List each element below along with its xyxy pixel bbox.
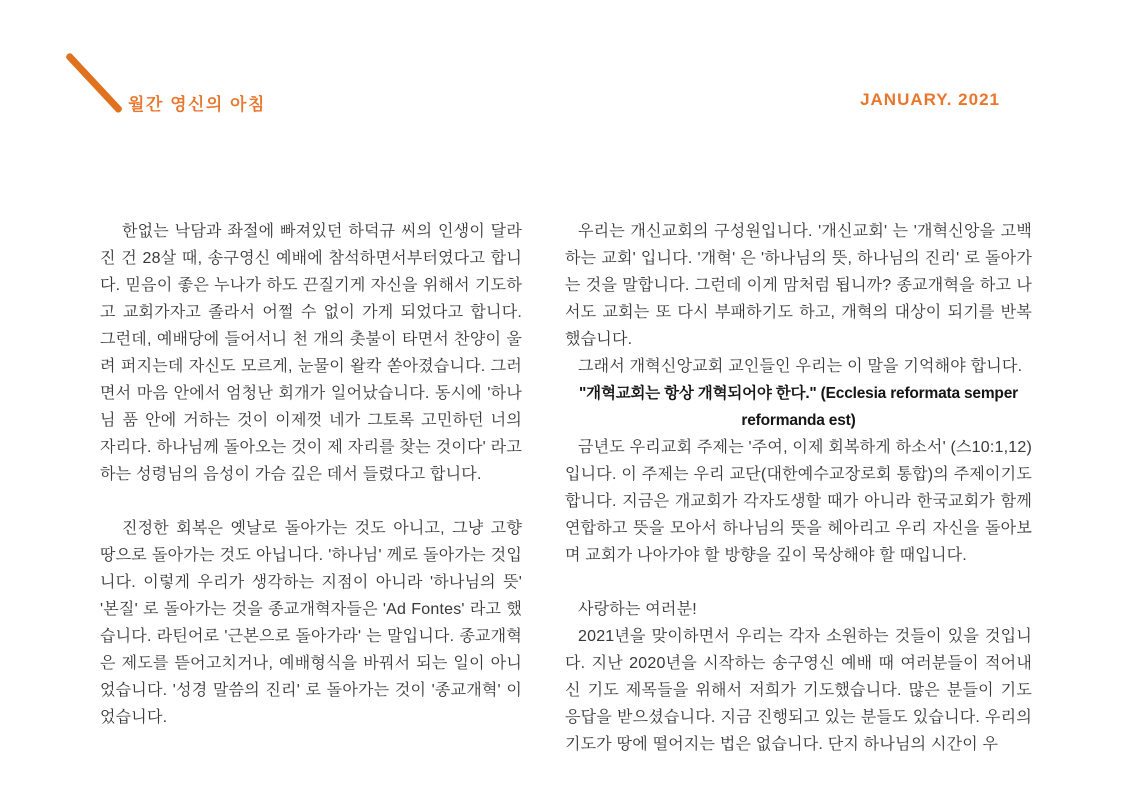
left-paragraph-1: 한없는 낙담과 좌절에 빠져있던 하덕규 씨의 인생이 달라진 건 28살 때, 송구영신 예배에 참석하면서부터였다고 합니다. 믿음이 좋은 누나가 하도 끈질기게 자신을 위해서 기도하고 교회가자고 졸라서 어쩔 수 없이 가게 되었다고 합니다. 그런데, 예배당에 들어서니 천 개의 촛불이 타면서 찬양이 울려 퍼지는데 자신도 모르게, 눈물이 왈칵 쏟아졌습니다. 그러면서 마음 안에서 엄청난 회개가 일어났습니다. 동시에 '하나님 품 안에 거하는 것이 이제껏 네가 그토록 고민하던 너의 자리다. 하나님께 돌아오는 것이 제 자리를 찾는 것이다' 라고 하는 성령님의 음성이 가슴 깊은 데서 들렸다고 합니다.	[100, 223, 522, 483]
brand-slash-icon	[65, 52, 123, 114]
right-paragraph-5: 2021년을 맞이하면서 우리는 각자 소원하는 것들이 있을 것입니다. 지난 2020년을 시작하는 송구영신 예배 때 여러분들이 적어내신 기도 제목들을 위해서 저희가 기도했습니다. 많은 분들이 기도 응답을 받으셨습니다. 지금 진행되고 있는 분들도 있습니다. 우리의 기도가 땅에 떨어지는 법은 없습니다. 단지 하나님의 시간이 우	[565, 628, 1032, 753]
right-text-column	[565, 218, 1032, 758]
left-paragraph-2: 진정한 회복은 옛날로 돌아가는 것도 아니고, 그냥 고향 땅으로 돌아가는 것도 아닙니다. '하나님' 께로 돌아가는 것입니다. 이렇게 우리가 생각하는 지점이 아니라 '하나님의 뜻' '본질' 로 돌아가는 것을 종교개혁자들은 'Ad Fontes' 라고 했습니다. 라틴어로 '근본으로 돌아가라' 는 말입니다. 종교개혁은 제도를 뜯어고치거나, 예배형식을 바꿔서 되는 일이 아니었습니다. '성경 말씀의 진리' 로 돌아가는 것이 '종교개혁' 이었습니다.	[100, 520, 522, 726]
masthead-title: 월간 영신의 아침	[128, 95, 266, 114]
right-paragraph-2: 그래서 개혁신앙교회 교인들인 우리는 이 말을 기억해야 합니다.	[578, 358, 1023, 375]
issue-date: JANUARY. 2021	[860, 90, 1000, 109]
left-text-column	[100, 218, 522, 731]
right-paragraph-3: 금년도 우리교회 주제는 '주여, 이제 회복하게 하소서' (스10:1,12)입니다. 이 주제는 우리 교단(대한예수교장로회 통합)의 주제이기도 합니다. 지금은 개교회가 각자도생할 때가 아니라 한국교회가 함께 연합하고 뜻을 모아서 하나님의 뜻을 헤아리고 우리 자신을 돌아보며 교회가 나아가야 할 방향을 깊이 묵상해야 할 때입니다.	[565, 439, 1032, 564]
reformation-motto: "개혁교회는 항상 개혁되어야 한다." (Ecclesia reformata semper reformanda est)	[579, 385, 1018, 429]
right-paragraph-1: 우리는 개신교회의 구성원입니다. '개신교회' 는 '개혁신앙을 고백하는 교회' 입니다. '개혁' 은 '하나님의 뜻, 하나님의 진리' 로 돌아가는 것을 말합니다. 그런데 이게 맘처럼 됩니까? 종교개혁을 하고 나서도 교회는 또 다시 부패하기도 하고, 개혁의 대상이 되기를 반복했습니다.	[565, 223, 1032, 348]
right-paragraph-4: 사랑하는 여러분!	[578, 601, 697, 618]
